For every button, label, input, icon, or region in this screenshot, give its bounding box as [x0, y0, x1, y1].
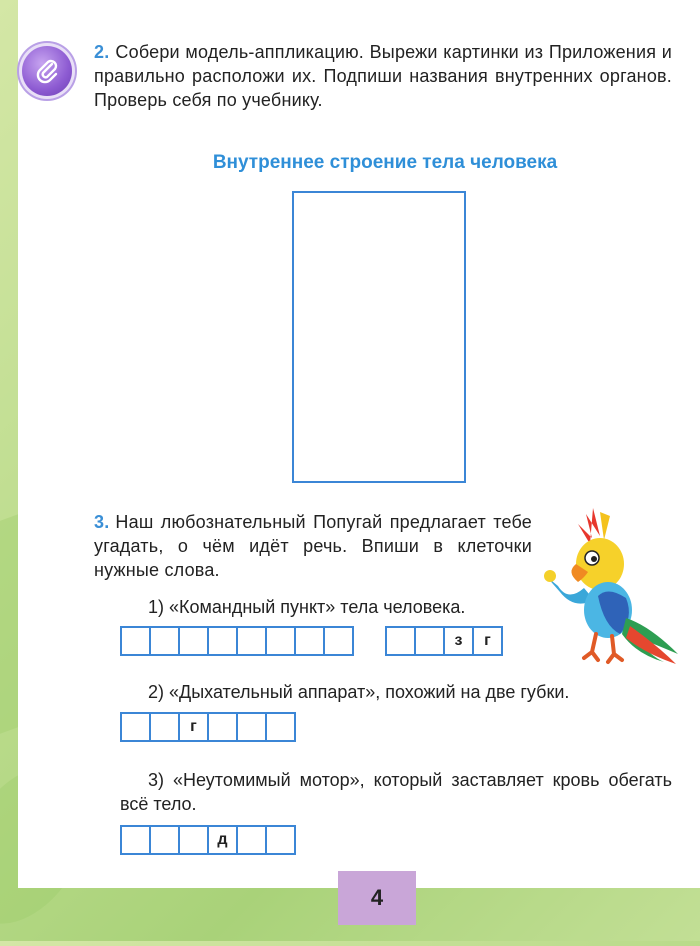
- letter-cell[interactable]: [296, 628, 325, 654]
- letter-cell[interactable]: [151, 628, 180, 654]
- letter-cell[interactable]: [122, 628, 151, 654]
- application-frame[interactable]: [292, 191, 466, 483]
- question-1: 1) «Командный пункт» тела человека.: [148, 597, 466, 617]
- task3-paragraph: [94, 510, 532, 582]
- answer3-cells: [120, 825, 296, 855]
- letter-cell[interactable]: [151, 827, 180, 853]
- letter-cell[interactable]: [151, 714, 180, 740]
- letter-cell[interactable]: з: [445, 628, 474, 654]
- letter-cell[interactable]: г: [180, 714, 209, 740]
- paperclip-badge: [22, 46, 72, 96]
- question-3: 3) «Неутомимый мотор», который заставляет кровь обегать всё тело.: [120, 770, 672, 814]
- task3-text: Наш любознательный Попугай предлагает тебе угадать, о чём идёт речь. Впиши в клеточки нужные слова.: [94, 512, 532, 580]
- letter-cell[interactable]: [387, 628, 416, 654]
- answer1-word1-cells: [120, 626, 354, 656]
- letter-cell[interactable]: [180, 827, 209, 853]
- letter-cell[interactable]: [238, 714, 267, 740]
- letter-cell[interactable]: [267, 628, 296, 654]
- letter-cell[interactable]: г: [484, 632, 491, 649]
- letter-cell[interactable]: [209, 628, 238, 654]
- letter-cell[interactable]: [416, 628, 445, 654]
- answer1-word2-cells: [385, 626, 503, 656]
- letter-cell[interactable]: [238, 827, 267, 853]
- paperclip-icon: [32, 56, 62, 86]
- letter-cell[interactable]: д: [209, 827, 238, 853]
- page-number: 4: [338, 871, 416, 925]
- task3-number: 3.: [94, 512, 110, 532]
- task2-number: 2.: [94, 42, 110, 62]
- letter-cell[interactable]: [238, 628, 267, 654]
- letter-cell[interactable]: [209, 714, 238, 740]
- task2-subtitle: Внутреннее строение тела человека: [212, 152, 558, 173]
- question-2: 2) «Дыхательный аппарат», похожий на две губки.: [148, 682, 570, 702]
- answer2-cells: [120, 712, 296, 742]
- letter-cell[interactable]: [325, 628, 352, 654]
- letter-cell[interactable]: [180, 628, 209, 654]
- letter-cell[interactable]: [267, 827, 294, 853]
- parrot-illustration: [538, 506, 683, 666]
- letter-cell[interactable]: [122, 827, 151, 853]
- task2-text: Собери модель-аппликацию. Вырежи картинки из Приложения и правильно расположи их. Подпиши названия внутренних органов. Проверь себя по учебнику.: [94, 42, 672, 110]
- letter-cell[interactable]: [122, 714, 151, 740]
- letter-cell[interactable]: [267, 714, 294, 740]
- task2-paragraph: [94, 40, 672, 112]
